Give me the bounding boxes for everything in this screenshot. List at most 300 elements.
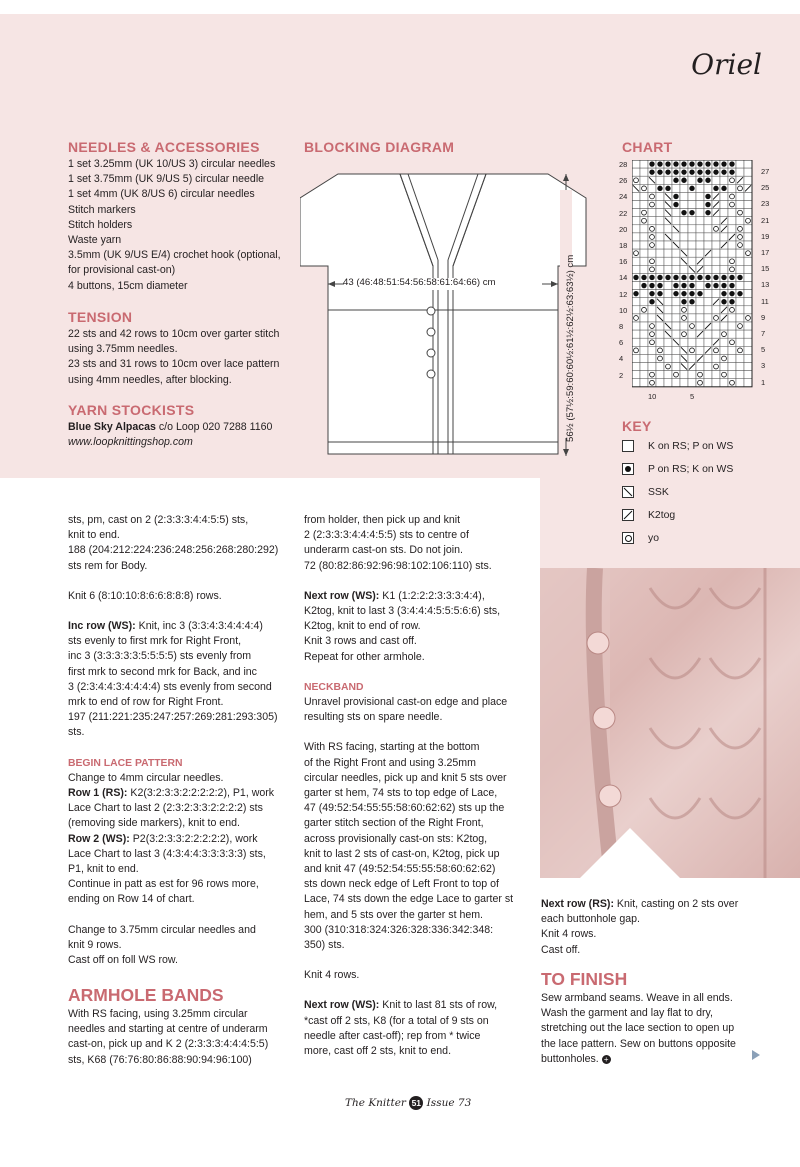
text-line: Knit, casting on 2 sts over (613, 898, 739, 910)
chart-cell (632, 241, 640, 249)
purl-mark (721, 283, 726, 288)
key-item (622, 484, 669, 500)
chart-cell (640, 314, 648, 322)
chart-cell (672, 298, 680, 306)
chart-cell (680, 371, 688, 379)
chart-row-number: 15 (761, 264, 770, 274)
chart-cell (688, 249, 696, 257)
text-line: resulting sts on spare needle. (304, 711, 443, 724)
chart-cell (672, 184, 680, 192)
chart-col-10: 10 (648, 392, 657, 401)
chart-cell (656, 217, 664, 225)
text-line: circular needles, pick up and knit 5 sts over (304, 771, 507, 784)
chart-cell (640, 249, 648, 257)
purl-mark (673, 291, 678, 296)
row2-label: Row 2 (WS): (68, 832, 130, 845)
purl-mark (681, 283, 686, 288)
chart-cell (720, 265, 728, 273)
chart-row-number: 3 (761, 361, 766, 371)
text-line: Lace, 74 sts down the edge Lace to garter st (304, 893, 514, 906)
chart-row-number: 1 (761, 377, 766, 387)
backslash-square-icon (622, 486, 634, 498)
chart-cell (712, 217, 720, 225)
text-line: Unravel provisional cast-on edge and place (304, 696, 508, 709)
chart-cell (744, 168, 752, 176)
chart-cell (736, 201, 744, 209)
next-page-arrow-icon[interactable] (752, 1050, 760, 1060)
text-line: more, cast off 2 sts, knit to end. (304, 1045, 452, 1058)
text-line: 2 (2:3:3:3:4:4:4:5:5) sts to centre of (304, 529, 469, 542)
text-line: across provisionally cast-on sts: K2tog, (304, 832, 488, 845)
chart-row-number: 2 (619, 370, 624, 380)
chart-cell (632, 233, 640, 241)
chart-cell (664, 290, 672, 298)
chart-cell (704, 363, 712, 371)
chart-cell (744, 298, 752, 306)
needles-line: 1 set 3.75mm (UK 9/US 5) circular needle (68, 173, 265, 186)
dot-square-icon (622, 463, 634, 475)
chart-cell (640, 330, 648, 338)
cardigan-photo (540, 568, 800, 878)
chart-cell (720, 176, 728, 184)
chart-cell (656, 371, 664, 379)
chart-cell (728, 249, 736, 257)
needles-list (68, 157, 281, 294)
chart-cell (736, 160, 744, 168)
text-line: sts down neck edge of Left Front to top of (304, 878, 499, 891)
chart-cell (664, 338, 672, 346)
neckband-subheading: NECKBAND (304, 681, 364, 693)
chart-cell (744, 265, 752, 273)
chart-cell (656, 225, 664, 233)
purl-mark (673, 178, 678, 183)
chart-cell (744, 322, 752, 330)
text-line: 350) sts. (304, 939, 345, 952)
chart-cell (672, 265, 680, 273)
chart-cell (696, 346, 704, 354)
purl-mark (689, 275, 694, 280)
chart-cell (640, 233, 648, 241)
purl-mark (681, 291, 686, 296)
chart-cell (632, 371, 640, 379)
chart-cell (672, 217, 680, 225)
needles-line: 3.5mm (UK 9/US E/4) crochet hook (optional, (68, 249, 281, 262)
purl-mark (681, 275, 686, 280)
purl-mark (681, 178, 686, 183)
chart-cell (696, 314, 704, 322)
chart-row-number: 26 (619, 176, 628, 186)
text-line: sts, K68 (76:76:80:86:88:90:94:96:100) (68, 1053, 252, 1066)
chart-cell (744, 290, 752, 298)
chart-cell (632, 168, 640, 176)
chart-cell (744, 233, 752, 241)
text-line: K2tog, knit to last 3 (3:4:4:4:5:5:5:6:6) sts, (304, 605, 501, 618)
chart-cell (640, 168, 648, 176)
chart-cell (696, 192, 704, 200)
text-line: garter st hem, 74 sts to top edge of Lace, (304, 787, 498, 800)
chart-cell (720, 233, 728, 241)
yarn-heading: YARN STOCKISTS (68, 402, 195, 418)
purl-mark (721, 161, 726, 166)
purl-mark (689, 169, 694, 174)
needles-heading: NEEDLES & ACCESSORIES (68, 139, 260, 155)
chart-cell (632, 225, 640, 233)
purl-mark (705, 202, 710, 207)
tension-line: using 4mm needles, after blocking. (68, 373, 232, 386)
chart-cell (712, 241, 720, 249)
finish-text (541, 991, 771, 1067)
chart-cell (672, 249, 680, 257)
purl-mark (721, 275, 726, 280)
text-line: Wash the garment and lay flat to dry, (541, 1007, 713, 1020)
text-line: knit to last 2 sts of cast-on, K2tog, pick up (304, 847, 500, 860)
purl-mark (665, 169, 670, 174)
text-line: needle after cast-off); rep from * twice (304, 1029, 481, 1042)
chart-cell (648, 314, 656, 322)
chart-cell (664, 282, 672, 290)
chart-cell (696, 306, 704, 314)
chart-row-number: 28 (619, 160, 628, 169)
chart-cell (744, 330, 752, 338)
purl-mark (649, 275, 654, 280)
chart-cell (688, 217, 696, 225)
purl-mark (681, 210, 686, 215)
chart-cell (688, 354, 696, 362)
chart-cell (736, 306, 744, 314)
yarn-info (68, 420, 272, 450)
text-line: needles and starting at centre of underarm (68, 1023, 268, 1036)
text-line: garter stitch section of the Right Front, (304, 817, 484, 830)
text-line: Change to 3.75mm circular needles and (68, 923, 256, 936)
text-line: of the Right Front and using 3.25mm (304, 756, 476, 769)
purl-mark (657, 291, 662, 296)
text-line: 188 (204:212:224:236:248:256:268:280:292) (68, 544, 279, 557)
chart-cell (640, 176, 648, 184)
chart-cell (696, 225, 704, 233)
purl-mark (657, 275, 662, 280)
page-number: 51 (409, 1096, 423, 1110)
text-line: 300 (310:318:324:326:328:336:342:348: (304, 923, 494, 936)
purl-mark (689, 210, 694, 215)
chart-cell (704, 290, 712, 298)
chart-cell (736, 298, 744, 306)
chart-cell (640, 201, 648, 209)
chart-cell (736, 330, 744, 338)
chart-cell (656, 265, 664, 273)
chart-cell (704, 241, 712, 249)
chart-cell (704, 217, 712, 225)
purl-mark (649, 299, 654, 304)
tension-list (68, 327, 279, 388)
chart-cell (656, 363, 664, 371)
chart-cell (688, 201, 696, 209)
purl-mark (673, 275, 678, 280)
chart-cell (696, 249, 704, 257)
purl-mark (641, 275, 646, 280)
chart-cell (688, 379, 696, 387)
purl-mark (729, 283, 734, 288)
text-line: Knit, inc 3 (3:3:4:3:4:4:4:4) (135, 620, 263, 633)
purl-mark (649, 291, 654, 296)
chart-cell (672, 379, 680, 387)
chart-cell (744, 354, 752, 362)
chart-col-5: 5 (690, 392, 695, 401)
text-line: mrk to end of row for Right Front. (68, 696, 224, 709)
chart-cell (744, 306, 752, 314)
chart-row-number: 19 (761, 231, 770, 241)
purl-mark (705, 169, 710, 174)
chart-cell (744, 282, 752, 290)
text-line: Lace Chart to last 3 (4:3:4:4:3:3:3:3:3) sts, (68, 847, 266, 860)
purl-mark (689, 291, 694, 296)
chart-cell (688, 257, 696, 265)
purl-mark (721, 169, 726, 174)
chart-cell (672, 314, 680, 322)
chart-cell (696, 201, 704, 209)
top-margin (0, 0, 800, 14)
key-label: K2tog (648, 509, 676, 521)
text-line: 47 (49:52:54:55:55:58:60:62:62) sts up the (304, 802, 505, 815)
chart-cell (680, 225, 688, 233)
needles-line: Stitch holders (68, 218, 133, 231)
chart-cell (664, 176, 672, 184)
chart-cell (712, 257, 720, 265)
chart-cell (736, 371, 744, 379)
chart-cell (744, 201, 752, 209)
text-line: knit to end. (68, 529, 120, 542)
chart-cell (688, 306, 696, 314)
chart-cell (728, 184, 736, 192)
chart-cell (640, 363, 648, 371)
purl-mark (705, 178, 710, 183)
key-heading: KEY (622, 418, 652, 434)
chart-cell (632, 160, 640, 168)
chart-row-number: 23 (761, 199, 770, 209)
text-line: Cast off. (541, 943, 581, 956)
chart-cell (656, 209, 664, 217)
button-icon (427, 370, 435, 378)
empty-square-icon (622, 440, 634, 452)
chart-cell (680, 233, 688, 241)
chart-row-number: 12 (619, 289, 628, 299)
next-row-label: Next row (WS): (304, 589, 380, 602)
text-line: Knit 4 rows. (541, 928, 597, 941)
left-front-panel (300, 174, 433, 454)
purl-mark (713, 283, 718, 288)
page-footer (345, 1096, 471, 1110)
key-item (622, 438, 733, 454)
chart-cell (672, 346, 680, 354)
text-line: Continue in patt as est for 96 rows more, (68, 878, 259, 891)
chart-cell (712, 322, 720, 330)
chart-cell (744, 176, 752, 184)
chart-cell (744, 346, 752, 354)
chart-cell (664, 257, 672, 265)
purl-mark (705, 275, 710, 280)
chart-cell (696, 209, 704, 217)
chart-cell (704, 257, 712, 265)
length-label: 56½ (57½:59:60:60½:61½:62½:63:63½) cm (565, 254, 576, 442)
chart-cell (704, 184, 712, 192)
chart-cell (672, 363, 680, 371)
purl-mark (721, 299, 726, 304)
chart-cell (648, 249, 656, 257)
instructions-col-2 (304, 513, 532, 1074)
chart-cell (704, 371, 712, 379)
armhole-bands-heading: ARMHOLE BANDS (68, 985, 224, 1005)
chart-cell (664, 379, 672, 387)
chart-cell (656, 330, 664, 338)
chart-cell (664, 241, 672, 249)
chart-cell (712, 379, 720, 387)
to-finish-heading: TO FINISH (541, 969, 628, 989)
purl-mark (737, 275, 742, 280)
tension-line: using 3.75mm needles. (68, 343, 178, 356)
circle-square-icon (622, 532, 634, 544)
chart-cell (728, 322, 736, 330)
chart-cell (744, 371, 752, 379)
purl-mark (697, 178, 702, 183)
chart-cell (696, 363, 704, 371)
text-line: Cast off on foll WS row. (68, 954, 178, 967)
chart-cell (696, 298, 704, 306)
chart-cell (736, 249, 744, 257)
chart-cell (720, 192, 728, 200)
chart-cell (720, 379, 728, 387)
chart-cell (744, 241, 752, 249)
chart-cell (632, 306, 640, 314)
begin-lace-subheading: BEGIN LACE PATTERN (68, 757, 183, 769)
chart-cell (672, 257, 680, 265)
chart-cell (720, 338, 728, 346)
needles-line: 1 set 3.25mm (UK 10/US 3) circular needles (68, 158, 276, 170)
chart-cell (744, 273, 752, 281)
chart-cell (640, 225, 648, 233)
yarn-url[interactable]: www.loopknittingshop.com (68, 436, 193, 449)
purl-mark (673, 202, 678, 207)
chart-cell (640, 257, 648, 265)
yarn-brand: Blue Sky Alpacas (68, 421, 156, 433)
purl-mark (713, 186, 718, 191)
text-line: K1 (1:2:2:2:3:3:3:4:4), (379, 589, 485, 602)
chart-cell (664, 314, 672, 322)
chart-cell (632, 192, 640, 200)
purl-mark (649, 169, 654, 174)
purl-mark (729, 291, 734, 296)
instructions-col-1 (68, 513, 296, 983)
chart-cell (704, 354, 712, 362)
chart-cell (640, 265, 648, 273)
chart-cell (640, 354, 648, 362)
needles-line: 4 buttons, 15cm diameter (68, 279, 188, 292)
chart-cell (704, 314, 712, 322)
purl-mark (729, 161, 734, 166)
text-line: 3 (2:3:4:4:3:4:4:4:4) sts evenly from second (68, 680, 272, 693)
row1-label: Row 1 (RS): (68, 787, 128, 800)
needles-line: Stitch markers (68, 203, 136, 216)
purl-mark (673, 283, 678, 288)
text-line: Knit 3 rows and cast off. (304, 635, 417, 648)
purl-mark (681, 169, 686, 174)
purl-mark (729, 169, 734, 174)
purl-mark (649, 283, 654, 288)
chart-cell (736, 257, 744, 265)
purl-mark (713, 275, 718, 280)
chart-cell (672, 233, 680, 241)
key-item (622, 530, 659, 546)
chart-cell (648, 306, 656, 314)
chart-cell (632, 201, 640, 209)
chart-cell (728, 363, 736, 371)
end-mark-icon: + (602, 1055, 611, 1064)
page-title: Oriel (691, 48, 762, 81)
chart-cell (688, 176, 696, 184)
chart-cell (712, 371, 720, 379)
purl-mark (689, 283, 694, 288)
chart-cell (720, 201, 728, 209)
button-icon (427, 307, 435, 315)
purl-mark (681, 299, 686, 304)
purl-mark (673, 194, 678, 199)
chart-cell (648, 217, 656, 225)
key-label: P on RS; K on WS (648, 463, 734, 475)
chart-cell (744, 225, 752, 233)
purl-mark (673, 169, 678, 174)
chart-row-number: 5 (761, 345, 766, 355)
purl-mark (697, 161, 702, 166)
needles-line: 1 set 4mm (UK 8/US 6) circular needles (68, 188, 255, 201)
purl-mark (657, 161, 662, 166)
chart-cell (680, 201, 688, 209)
text-line: K2tog, knit to end of row. (304, 620, 421, 633)
chart-cell (696, 322, 704, 330)
chart-cell (736, 314, 744, 322)
chart-cell (680, 192, 688, 200)
chart-cell (736, 217, 744, 225)
button-icon (593, 707, 615, 729)
chart-row-number: 4 (619, 354, 624, 364)
purl-mark (705, 194, 710, 199)
issue-number: Issue 73 (426, 1097, 472, 1109)
chart-cell (728, 241, 736, 249)
chart-row-number: 8 (619, 322, 624, 331)
chart-cell (664, 371, 672, 379)
text-line: hem, and 5 sts over the garter st hem. (304, 908, 484, 921)
chart-cell (672, 330, 680, 338)
text-line: (removing side markers), knit to end. (68, 817, 240, 830)
chart-row-number: 21 (761, 215, 770, 225)
chart-cell (648, 354, 656, 362)
text-line: 197 (211:221:235:247:257:269:281:293:305) (68, 711, 278, 724)
chart-cell (632, 265, 640, 273)
purl-mark (641, 283, 646, 288)
chart-cell (632, 338, 640, 346)
chart-cell (696, 184, 704, 192)
chart-cell (720, 363, 728, 371)
chart-cell (704, 330, 712, 338)
chart-cell (632, 322, 640, 330)
chart-cell (696, 338, 704, 346)
text-line: 72 (80:82:86:92:96:98:102:106:110) sts. (304, 559, 492, 572)
chart-cell (712, 233, 720, 241)
chart-cell (728, 225, 736, 233)
lace-chart-grid (632, 160, 756, 390)
inc-row-label: Inc row (WS): (68, 620, 136, 633)
purl-mark (721, 186, 726, 191)
chart-cell (664, 298, 672, 306)
chart-cell (744, 160, 752, 168)
purl-mark (633, 291, 638, 296)
